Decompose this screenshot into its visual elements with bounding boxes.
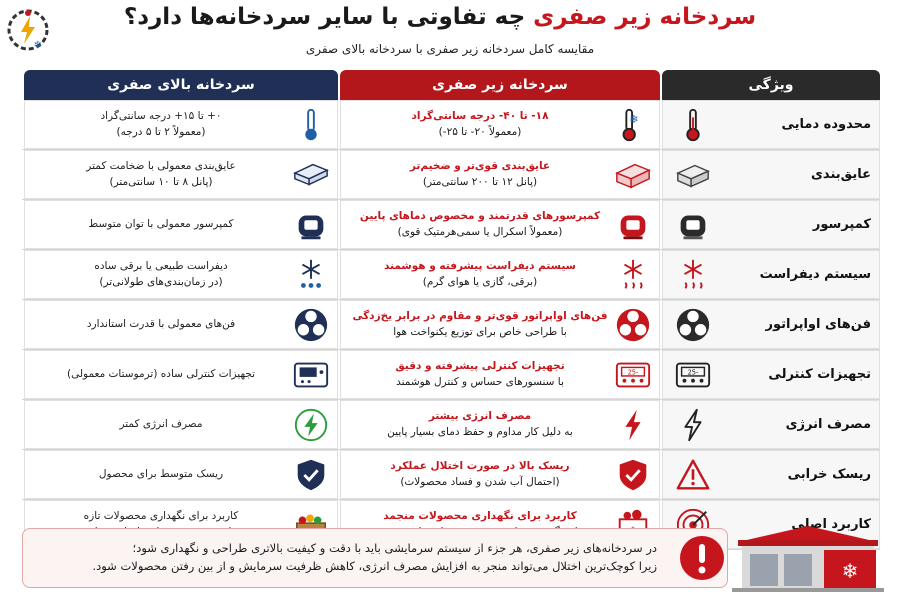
controller-icon xyxy=(673,355,713,395)
insulation-panel-icon xyxy=(673,155,713,195)
feature-cell xyxy=(662,350,880,399)
header-above-zero: سردخانه بالای صفری xyxy=(24,70,338,100)
feature-label: محدوده دمایی xyxy=(781,117,871,132)
sub-zero-controller-icon xyxy=(613,355,653,395)
sub-zero-text xyxy=(347,209,613,239)
sub-zero-cell xyxy=(340,100,660,149)
snowflake-defrost-icon xyxy=(673,255,713,295)
sub-zero-line-1: کمپرسورهای قدرتمند و مخصوص دماهای پایین xyxy=(359,210,601,223)
above-zero-line-1: عایق‌بندی معمولی با ضخامت کمتر xyxy=(86,160,236,173)
above-zero-line-1: کاربرد برای نگهداری محصولات تازه xyxy=(83,510,239,523)
feature-cell xyxy=(662,450,880,499)
table-row xyxy=(22,200,880,250)
sub-zero-line-1: ریسک بالا در صورت اختلال عملکرد xyxy=(390,460,570,473)
sub-zero-line-1: عایق‌بندی قوی‌تر و ضخیم‌تر xyxy=(409,160,551,173)
above-zero-text xyxy=(31,217,291,232)
sub-zero-line-1: ۱۸- تا ۴۰- درجه سانتی‌گراد xyxy=(411,110,549,123)
feature-cell xyxy=(662,250,880,299)
above-zero-cell xyxy=(24,300,338,349)
above-zero-thermometer-icon xyxy=(291,105,331,145)
sub-zero-cell xyxy=(340,200,660,249)
comparison-table xyxy=(22,70,880,550)
header-sub-zero: سردخانه زیر صفری xyxy=(340,70,660,100)
svg-text:-25: -25 xyxy=(627,368,639,377)
sub-zero-line-2: به دلیل کار مداوم و حفظ دمای بسیار پایین xyxy=(387,425,573,438)
feature-cell xyxy=(662,100,880,149)
table-header xyxy=(22,70,880,100)
table-row xyxy=(22,100,880,150)
fan-icon xyxy=(673,305,713,345)
above-zero-line-2: (معمولاً ۲ تا ۵ درجه) xyxy=(116,125,206,138)
title-highlight: سردخانه زیر صفری xyxy=(533,4,757,30)
sub-zero-line-1: مصرف انرژی بیشتر xyxy=(428,410,532,423)
above-zero-text xyxy=(31,159,291,189)
lightning-icon xyxy=(673,405,713,445)
thermometer-icon xyxy=(673,105,713,145)
feature-cell xyxy=(662,400,880,449)
svg-text:❄: ❄ xyxy=(629,111,639,126)
above-zero-fan-icon xyxy=(291,305,331,345)
above-zero-insulation-panel-icon xyxy=(291,155,331,195)
feature-label: ریسک خرابی xyxy=(787,467,871,482)
sub-zero-text xyxy=(347,309,613,339)
sub-zero-line-1: کاربرد برای نگهداری محصولات منجمد xyxy=(383,510,577,523)
page-title xyxy=(120,4,760,30)
feature-label: تجهیزات کنترلی xyxy=(768,367,871,382)
above-zero-cell xyxy=(24,400,338,449)
sub-zero-thermometer-icon xyxy=(613,105,653,145)
sub-zero-text xyxy=(347,409,613,439)
feature-label: سیستم دیفراست xyxy=(759,267,871,282)
above-zero-warning-icon xyxy=(291,455,331,495)
table-row xyxy=(22,400,880,450)
above-zero-line-2: (پانل ۸ تا ۱۰ سانتی‌متر) xyxy=(109,175,213,188)
note-text xyxy=(23,540,667,576)
above-zero-text xyxy=(31,367,291,382)
sub-zero-cell xyxy=(340,250,660,299)
page-subtitle: مقایسه کامل سردخانه زیر صفری با سردخانه بالای صفری xyxy=(305,42,595,56)
warning-icon xyxy=(673,455,713,495)
above-zero-text xyxy=(31,109,291,139)
sub-zero-line-2: (احتمال آب شدن و فساد محصولات) xyxy=(400,475,560,488)
above-zero-cell xyxy=(24,450,338,499)
sub-zero-cell xyxy=(340,450,660,499)
note-box xyxy=(22,528,728,588)
note-line-1: در سردخانه‌های زیر صفری، هر جزء از سیستم سرمایشی باید با دقت و کیفیت بالاتری طراحی و نگهداری شود؛ xyxy=(132,541,657,556)
title-rest: چه تفاوتی با سایر سردخانه‌ها دارد؟ xyxy=(123,4,534,30)
sub-zero-text xyxy=(347,359,613,389)
brand-logo-icon xyxy=(6,8,50,52)
table-row xyxy=(22,450,880,500)
above-zero-cell xyxy=(24,100,338,149)
above-zero-cell xyxy=(24,250,338,299)
above-zero-lightning-icon xyxy=(291,405,331,445)
table-row xyxy=(22,300,880,350)
feature-cell xyxy=(662,200,880,249)
header-feature: ویژگی xyxy=(662,70,880,100)
feature-label: کمپرسور xyxy=(812,217,871,232)
feature-label: فن‌های اواپراتور xyxy=(765,317,871,332)
above-zero-cell xyxy=(24,350,338,399)
note-line-2: زیرا کوچک‌ترین اختلال می‌تواند منجر به افزایش مصرف انرژی، کاهش ظرفیت سرمایش و از بین رفتن محصولات شود. xyxy=(92,559,657,573)
sub-zero-text xyxy=(347,109,613,139)
above-zero-cell xyxy=(24,200,338,249)
sub-zero-text xyxy=(347,459,613,489)
sub-zero-text xyxy=(347,259,613,289)
svg-text:❄: ❄ xyxy=(841,559,859,583)
table-row xyxy=(22,250,880,300)
sub-zero-cell xyxy=(340,400,660,449)
above-zero-text xyxy=(31,259,291,289)
compressor-icon xyxy=(673,205,713,245)
svg-text:-25: -25 xyxy=(687,368,699,377)
sub-zero-line-1: سیستم دیفراست پیشرفته و هوشمند xyxy=(384,260,576,273)
sub-zero-warning-icon xyxy=(613,455,653,495)
above-zero-line-1: ۰+ تا ۱۵+ درجه سانتی‌گراد xyxy=(100,110,222,123)
above-zero-line-1: کمپرسور معمولی با توان متوسط xyxy=(88,217,234,230)
sub-zero-cell xyxy=(340,350,660,399)
sub-zero-line-2: (برقی، گازی یا هوای گرم) xyxy=(422,275,538,288)
above-zero-text xyxy=(31,467,291,482)
table-row xyxy=(22,350,880,400)
table-row xyxy=(22,150,880,200)
above-zero-text xyxy=(31,417,291,432)
sub-zero-line-1: فن‌های اواپراتور قوی‌تر و مقاوم در برابر یخ‌زدگی xyxy=(352,310,608,323)
sub-zero-line-2: (پانل ۱۲ تا ۲۰۰ سانتی‌متر) xyxy=(422,175,538,188)
feature-cell xyxy=(662,150,880,199)
above-zero-text xyxy=(31,317,291,332)
above-zero-controller-icon xyxy=(291,355,331,395)
sub-zero-fan-icon xyxy=(613,305,653,345)
feature-cell xyxy=(662,300,880,349)
above-zero-line-1: مصرف انرژی کمتر xyxy=(119,417,203,430)
sub-zero-compressor-icon xyxy=(613,205,653,245)
above-zero-cell xyxy=(24,150,338,199)
feature-label: عایق‌بندی xyxy=(811,167,871,182)
above-zero-line-2: (در زمان‌بندی‌های طولانی‌تر) xyxy=(99,275,223,288)
exclamation-icon xyxy=(677,533,727,583)
sub-zero-insulation-panel-icon xyxy=(613,155,653,195)
sub-zero-line-2: با طراحی خاص برای توزیع یکنواخت هوا xyxy=(393,325,567,338)
above-zero-line-1: تجهیزات کنترلی ساده (ترموستات معمولی) xyxy=(66,367,256,380)
above-zero-line-1: فن‌های معمولی با قدرت استاندارد xyxy=(86,317,236,330)
sub-zero-snowflake-defrost-icon xyxy=(613,255,653,295)
sub-zero-line-1: تجهیزات کنترلی پیشرفته و دقیق xyxy=(395,360,565,373)
above-zero-line-1: ریسک متوسط برای محصول xyxy=(98,467,224,480)
sub-zero-lightning-icon xyxy=(613,405,653,445)
sub-zero-line-2: (معمولاً اسکرال یا سمی‌هرمتیک قوی) xyxy=(397,225,563,238)
sub-zero-cell xyxy=(340,150,660,199)
sub-zero-cell xyxy=(340,300,660,349)
feature-label: مصرف انرژی xyxy=(785,417,871,432)
feature-label: کاربرد اصلی xyxy=(791,517,871,532)
sub-zero-line-2: با سنسورهای حساس و کنترل هوشمند xyxy=(396,375,564,388)
above-zero-line-1: دیفراست طبیعی یا برقی ساده xyxy=(94,260,228,273)
svg-text:❄: ❄ xyxy=(33,40,42,51)
above-zero-snowflake-defrost-icon xyxy=(291,255,331,295)
sub-zero-text xyxy=(347,159,613,189)
cold-storage-building-icon xyxy=(728,522,888,594)
above-zero-compressor-icon xyxy=(291,205,331,245)
sub-zero-line-2: (معمولاً ۲۰- تا ۲۵-) xyxy=(438,125,522,138)
